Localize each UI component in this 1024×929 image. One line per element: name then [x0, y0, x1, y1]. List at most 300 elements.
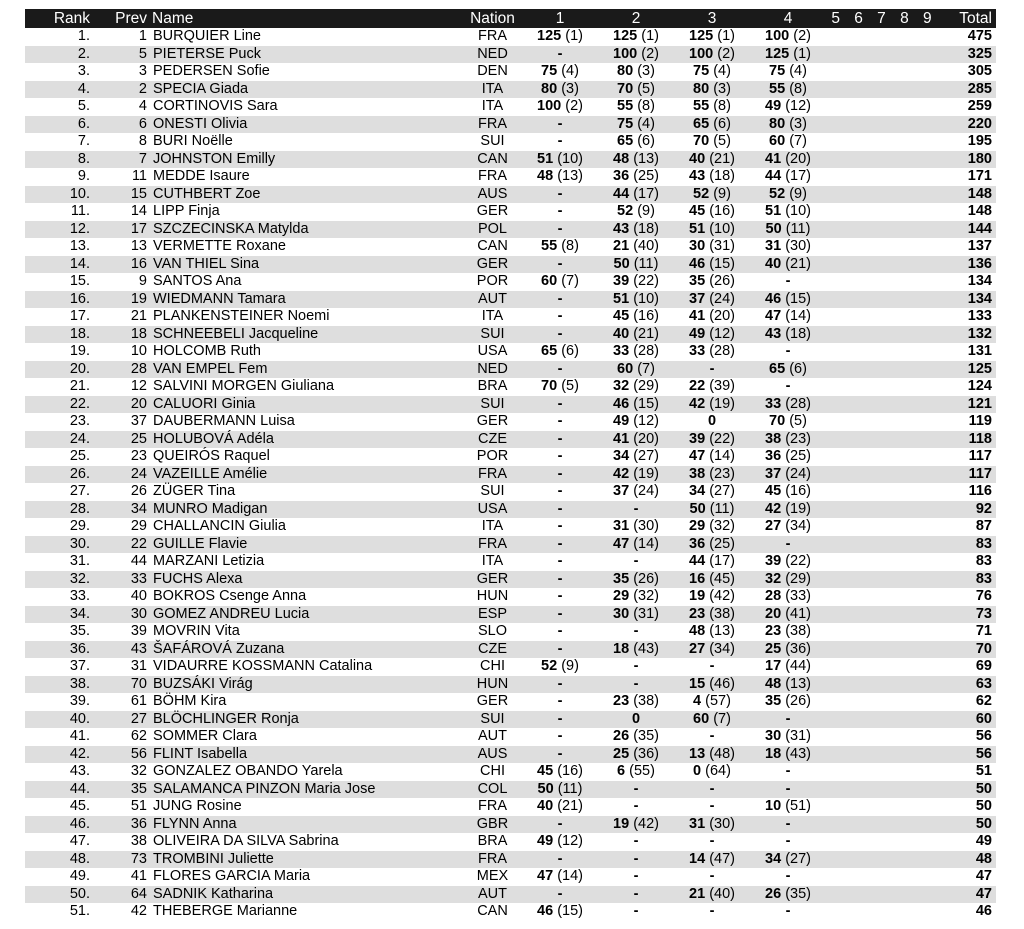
round-4-cell [749, 483, 827, 501]
round-points: 19 [689, 588, 706, 604]
round-points: 70 [617, 80, 634, 97]
rider-name-cell: FUCHS Alexa [153, 570, 243, 587]
round-points: 52 [541, 658, 558, 674]
table-row [25, 133, 996, 151]
rank-cell: 23. [69, 413, 90, 429]
round-points: 16 [689, 570, 706, 587]
round-points: 44 [765, 168, 782, 184]
round-points: - [557, 745, 563, 762]
table-row [25, 203, 996, 221]
round-2-cell [597, 623, 675, 641]
round-1-cell [521, 903, 599, 921]
round-1-cell [521, 203, 599, 221]
rider-name-cell: MEDDE Isaure [153, 168, 250, 184]
table-row [25, 168, 996, 186]
rider-name-cell: CHALLANCIN Giulia [153, 518, 286, 534]
round-position: (19) [633, 465, 659, 482]
table-row [25, 28, 996, 46]
round-points: - [557, 885, 563, 902]
round-3-cell [673, 448, 751, 466]
round-points: 23 [613, 693, 630, 709]
nation-cell: ITA [481, 80, 504, 97]
round-2-cell [597, 256, 675, 274]
round-points: 25 [613, 745, 630, 762]
round-position: (11) [709, 500, 735, 517]
rider-name-cell: VERMETTE Roxane [153, 238, 286, 254]
round-1-cell [521, 168, 599, 186]
round-position: (25) [785, 448, 811, 464]
round-points: - [557, 570, 563, 587]
round-points: 49 [689, 325, 706, 342]
round-1-cell [521, 291, 599, 309]
total-cell: 116 [968, 483, 992, 499]
rank-cell: 10. [69, 185, 90, 202]
round-position: (7) [789, 133, 807, 149]
round-4-cell [749, 693, 827, 711]
round-position: (19) [709, 395, 735, 412]
round-points: 30 [689, 238, 706, 254]
total-cell: 195 [967, 133, 992, 149]
total-cell: 47 [975, 885, 992, 902]
total-cell: 148 [967, 203, 992, 219]
round-4-cell [749, 98, 827, 116]
round-1-cell [521, 63, 599, 81]
rider-name-cell: VAN THIEL Sina [153, 255, 260, 272]
round-points: 30 [613, 605, 630, 622]
round-points: 28 [765, 588, 782, 604]
round-position: (22) [633, 273, 659, 289]
total-cell: 133 [967, 308, 992, 324]
round-points: 45 [613, 308, 630, 324]
round-points: 49 [537, 833, 554, 849]
round-points: 125 [537, 28, 562, 44]
round-points: 48 [689, 623, 706, 639]
round-3-cell [673, 518, 751, 536]
round-points: 46 [613, 395, 630, 412]
rider-name-cell: SOMMER Clara [153, 728, 257, 744]
round-3-cell [673, 693, 751, 711]
rank-cell: 13. [69, 238, 90, 254]
nation-cell: SUI [480, 325, 505, 342]
nation-cell: SUI [480, 395, 505, 412]
prev-rank-cell: 1 [138, 28, 147, 44]
rank-cell: 47. [69, 833, 90, 849]
round-points: 52 [769, 185, 786, 202]
round-position: (57) [705, 693, 731, 709]
round-points: - [557, 815, 563, 832]
round-points: 41 [613, 430, 630, 447]
total-cell: 259 [967, 98, 992, 114]
round-4-cell [749, 588, 827, 606]
round-position: (31) [785, 728, 811, 744]
rank-cell: 21. [69, 378, 90, 394]
total-cell: 132 [967, 325, 992, 342]
round-3-cell [673, 238, 751, 256]
rank-cell: 8. [77, 150, 90, 167]
rider-name-cell: ONESTI Olivia [153, 115, 248, 132]
round-2-cell [597, 553, 675, 571]
round-3-cell [673, 676, 751, 694]
rider-name-cell: HOLCOMB Ruth [153, 343, 261, 359]
round-position: (36) [633, 745, 659, 762]
rider-name-cell: SALAMANCA PINZON Maria Jose [153, 780, 376, 797]
round-points: 39 [689, 430, 706, 447]
header-nation: Nation [470, 10, 515, 27]
round-points: - [709, 728, 715, 744]
round-points: - [633, 623, 639, 639]
prev-rank-cell: 36 [130, 815, 147, 832]
rank-cell: 14. [69, 255, 90, 272]
total-cell: 118 [968, 430, 992, 447]
round-2-cell [597, 343, 675, 361]
round-position: (16) [709, 203, 735, 219]
round-position: (1) [793, 45, 811, 62]
nation-cell: FRA [478, 115, 507, 132]
total-cell: 285 [967, 80, 992, 97]
round-2-cell [597, 728, 675, 746]
total-cell: 69 [975, 658, 992, 674]
round-3-cell [673, 711, 751, 729]
table-row [25, 641, 996, 659]
nation-cell: AUS [477, 185, 508, 202]
round-position: (12) [633, 413, 659, 429]
total-cell: 131 [967, 343, 992, 359]
nation-cell: GER [476, 203, 509, 219]
round-points: 37 [689, 290, 706, 307]
round-points: - [557, 588, 563, 604]
round-points: - [557, 465, 563, 482]
rank-cell: 12. [69, 220, 90, 237]
prev-rank-cell: 30 [130, 605, 147, 622]
round-3-cell [673, 833, 751, 851]
rank-cell: 5. [77, 98, 90, 114]
round-1-cell [521, 606, 599, 624]
table-row [25, 903, 996, 921]
table-row [25, 256, 996, 274]
nation-cell: CHI [480, 763, 505, 779]
prev-rank-cell: 20 [130, 395, 147, 412]
round-points: - [633, 833, 639, 849]
round-position: (6) [789, 360, 807, 377]
table-row [25, 833, 996, 851]
round-4-cell [749, 886, 827, 904]
rank-cell: 26. [69, 465, 90, 482]
round-position: (42) [633, 815, 659, 832]
round-points: - [633, 780, 639, 797]
round-2-cell [597, 151, 675, 169]
round-2-cell [597, 28, 675, 46]
round-3-cell [673, 326, 751, 344]
round-position: (30) [709, 815, 735, 832]
round-1-cell [521, 518, 599, 536]
round-3-cell [673, 763, 751, 781]
total-cell: 47 [975, 868, 992, 884]
table-row [25, 588, 996, 606]
round-position: (15) [557, 903, 583, 919]
round-4-cell [749, 81, 827, 99]
round-3-cell [673, 308, 751, 326]
rider-name-cell: SZCZECINSKA Matylda [153, 220, 309, 237]
round-2-cell [597, 781, 675, 799]
table-row [25, 623, 996, 641]
nation-cell: CZE [478, 640, 507, 657]
table-row [25, 308, 996, 326]
total-cell: 171 [967, 168, 992, 184]
nation-cell: FRA [478, 465, 507, 482]
nation-cell: AUT [478, 885, 507, 902]
round-position: (11) [785, 220, 811, 237]
round-4-cell [749, 781, 827, 799]
round-points: 31 [613, 518, 630, 534]
rider-name-cell: VAZEILLE Amélie [153, 465, 268, 482]
round-4-cell [749, 186, 827, 204]
round-points: 27 [765, 518, 782, 534]
table-row [25, 186, 996, 204]
round-points: 46 [537, 903, 554, 919]
round-points: - [785, 763, 791, 779]
round-2-cell [597, 868, 675, 886]
rider-name-cell: ZÜGER Tina [153, 483, 236, 499]
round-3-cell [673, 658, 751, 676]
round-points: 65 [769, 360, 786, 377]
round-2-cell [597, 798, 675, 816]
round-points: 40 [689, 150, 706, 167]
round-position: (48) [709, 745, 735, 762]
round-position: (23) [709, 465, 735, 482]
round-2-cell [597, 711, 675, 729]
rank-cell: 46. [69, 815, 90, 832]
table-row [25, 326, 996, 344]
round-position: (18) [709, 168, 735, 184]
nation-cell: SUI [480, 710, 505, 727]
rider-name-cell: BÖHM Kira [153, 693, 227, 709]
rider-name-cell: DAUBERMANN Luisa [153, 413, 295, 429]
nation-cell: CHI [480, 658, 505, 674]
prev-rank-cell: 12 [130, 378, 147, 394]
round-points: 40 [765, 255, 782, 272]
round-4-cell [749, 798, 827, 816]
round-points: - [785, 833, 791, 849]
round-points: 43 [613, 220, 630, 237]
rank-cell: 15. [69, 273, 90, 289]
round-3-cell [673, 46, 751, 64]
round-position: (38) [709, 605, 735, 622]
round-1-cell [521, 816, 599, 834]
round-points: 25 [765, 640, 782, 657]
round-2-cell [597, 466, 675, 484]
nation-cell: COL [477, 780, 508, 797]
round-4-cell [749, 553, 827, 571]
round-position: (16) [785, 483, 811, 499]
rider-name-cell: GONZALEZ OBANDO Yarela [153, 763, 343, 779]
table-row [25, 238, 996, 256]
nation-cell: GER [476, 693, 509, 709]
round-1-cell [521, 221, 599, 239]
round-position: (3) [561, 80, 579, 97]
round-points: - [557, 325, 563, 342]
round-3-cell [673, 571, 751, 589]
total-cell: 87 [975, 518, 992, 534]
round-points: 48 [537, 168, 554, 184]
round-points: - [785, 343, 791, 359]
table-row [25, 361, 996, 379]
rank-cell: 4. [77, 80, 90, 97]
round-points: 42 [689, 395, 706, 412]
prev-rank-cell: 7 [138, 150, 147, 167]
round-3-cell [673, 28, 751, 46]
round-position: (40) [633, 238, 659, 254]
round-points: 38 [689, 465, 706, 482]
round-points: 100 [689, 45, 714, 62]
round-points: 33 [613, 343, 630, 359]
round-1-cell [521, 396, 599, 414]
round-points: - [633, 903, 639, 919]
total-cell: 62 [975, 693, 992, 709]
round-4-cell [749, 728, 827, 746]
round-2-cell [597, 116, 675, 134]
round-points: 80 [541, 80, 558, 97]
prev-rank-cell: 3 [138, 63, 147, 79]
round-position: (8) [713, 98, 731, 114]
round-points: - [557, 675, 563, 692]
round-points: - [557, 640, 563, 657]
round-points: 29 [613, 588, 630, 604]
prev-rank-cell: 25 [130, 430, 147, 447]
round-1-cell [521, 571, 599, 589]
round-3-cell [673, 466, 751, 484]
round-points: 41 [765, 150, 782, 167]
total-cell: 134 [967, 290, 992, 307]
round-points: 44 [613, 185, 630, 202]
round-points: 45 [537, 763, 554, 779]
round-points: 80 [693, 80, 710, 97]
rank-cell: 39. [69, 693, 90, 709]
rank-cell: 51. [69, 903, 90, 919]
round-4-cell [749, 746, 827, 764]
round-3-cell [673, 588, 751, 606]
round-position: (34) [709, 640, 735, 657]
round-points: - [785, 868, 791, 884]
round-points: - [557, 553, 563, 569]
round-2-cell [597, 816, 675, 834]
nation-cell: POR [476, 273, 509, 289]
table-row [25, 536, 996, 554]
round-position: (26) [633, 570, 659, 587]
round-3-cell [673, 168, 751, 186]
round-position: (12) [785, 98, 811, 114]
round-3-cell [673, 816, 751, 834]
round-points: - [709, 658, 715, 674]
prev-rank-cell: 32 [130, 763, 147, 779]
round-points: - [785, 903, 791, 919]
table-row [25, 781, 996, 799]
total-cell: 48 [975, 850, 992, 867]
nation-cell: ESP [477, 605, 507, 622]
table-row [25, 413, 996, 431]
round-3-cell [673, 343, 751, 361]
nation-cell: FRA [478, 28, 507, 44]
round-points: 10 [765, 798, 782, 814]
round-position: (55) [629, 763, 655, 779]
rider-name-cell: LIPP Finja [153, 203, 220, 219]
rank-cell: 25. [69, 448, 90, 464]
round-4-cell [749, 641, 827, 659]
round-points: 43 [765, 325, 782, 342]
table-row [25, 46, 996, 64]
prev-rank-cell: 35 [130, 780, 147, 797]
prev-rank-cell: 14 [130, 203, 147, 219]
round-points: - [557, 623, 563, 639]
round-2-cell [597, 518, 675, 536]
round-4-cell [749, 466, 827, 484]
round-points: 100 [613, 45, 638, 62]
rank-cell: 44. [69, 780, 90, 797]
round-points: 60 [769, 133, 786, 149]
round-position: (21) [633, 325, 659, 342]
round-position: (19) [785, 500, 811, 517]
prev-rank-cell: 39 [130, 623, 147, 639]
round-1-cell [521, 781, 599, 799]
table-row [25, 676, 996, 694]
round-points: 0 [707, 413, 717, 429]
total-cell: 119 [968, 413, 992, 429]
round-3-cell [673, 413, 751, 431]
rider-name-cell: FLORES GARCIA Maria [153, 868, 311, 884]
round-points: - [709, 360, 715, 377]
header-rank: Rank [53, 10, 90, 27]
round-2-cell [597, 221, 675, 239]
table-row [25, 711, 996, 729]
round-points: 50 [689, 500, 706, 517]
round-points: 100 [765, 28, 790, 44]
round-3-cell [673, 378, 751, 396]
round-4-cell [749, 518, 827, 536]
prev-rank-cell: 16 [130, 255, 147, 272]
round-points: 50 [537, 780, 554, 797]
round-points: 75 [617, 115, 634, 132]
round-points: 60 [693, 710, 710, 727]
round-1-cell [521, 256, 599, 274]
round-position: (14) [785, 308, 811, 324]
round-points: 0 [631, 710, 641, 727]
round-2-cell [597, 238, 675, 256]
table-row [25, 448, 996, 466]
round-1-cell [521, 728, 599, 746]
round-points: 36 [689, 535, 706, 552]
round-2-cell [597, 361, 675, 379]
prev-rank-cell: 62 [130, 728, 147, 744]
round-points: - [557, 483, 563, 499]
round-2-cell [597, 606, 675, 624]
round-1-cell [521, 466, 599, 484]
rank-cell: 41. [69, 728, 90, 744]
round-position: (29) [633, 378, 659, 394]
rider-name-cell: WIEDMANN Tamara [153, 290, 286, 307]
round-1-cell [521, 431, 599, 449]
round-1-cell [521, 413, 599, 431]
round-position: (23) [785, 430, 811, 447]
round-position: (5) [789, 413, 807, 429]
round-position: (5) [637, 80, 655, 97]
rank-cell: 29. [69, 518, 90, 534]
rider-name-cell: MARZANI Letizia [153, 553, 265, 569]
nation-cell: AUS [477, 745, 508, 762]
total-cell: 475 [967, 28, 992, 44]
nation-cell: FRA [478, 798, 507, 814]
round-position: (41) [785, 605, 811, 622]
round-points: - [785, 815, 791, 832]
round-2-cell [597, 98, 675, 116]
